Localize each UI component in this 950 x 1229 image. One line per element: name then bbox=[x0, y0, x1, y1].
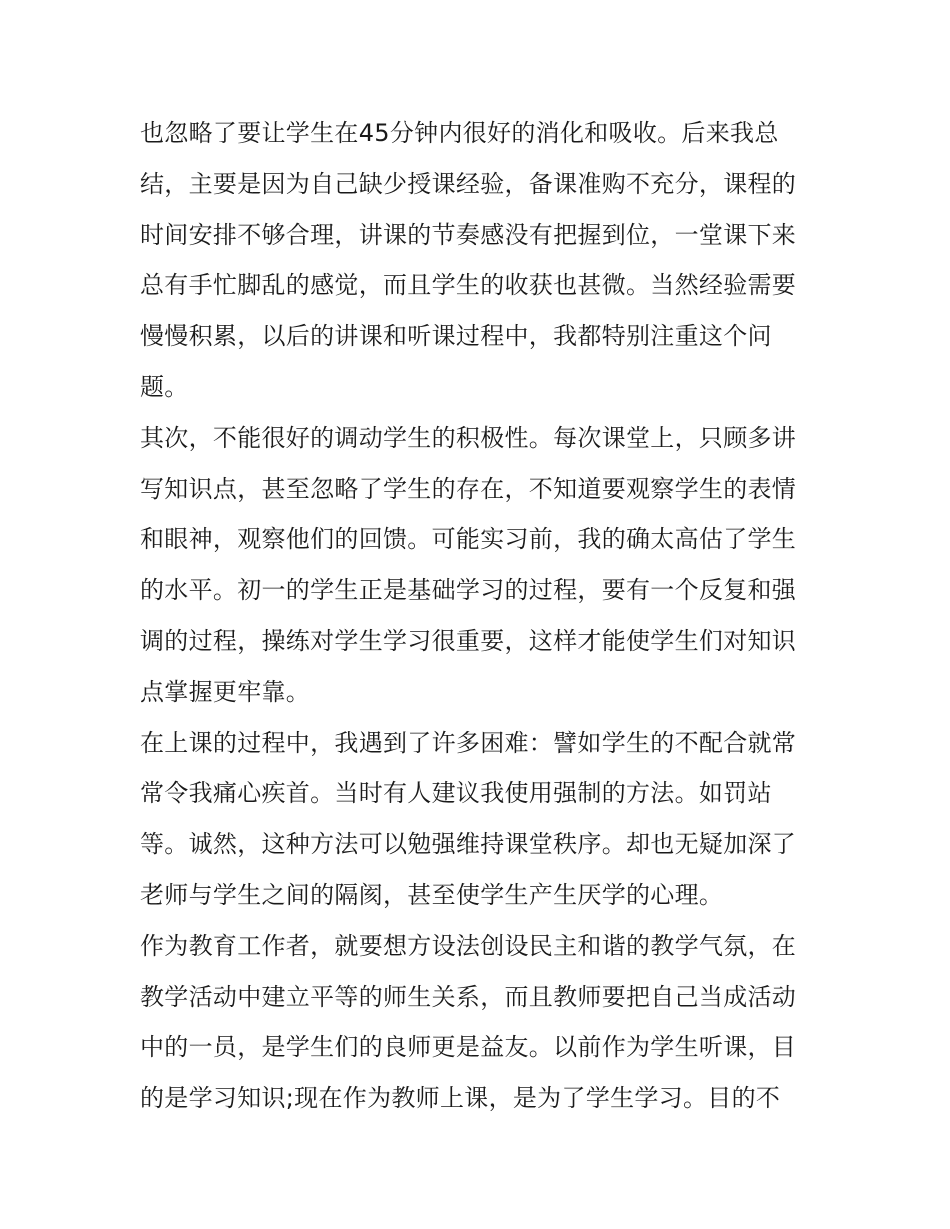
text-line: 常令我痛心疾首。当时有人建议我使用强制的方法。如罚站 bbox=[140, 779, 772, 808]
text-line: 点掌握更牢靠。 bbox=[140, 677, 311, 706]
text-line: 的是学习知识;现在作为教师上课，是为了学生学习。目的不 bbox=[140, 1084, 781, 1113]
text-line: 中的一员，是学生们的良师更是益友。以前作为学生听课，目 bbox=[140, 1033, 797, 1062]
text-line: 调的过程，操练对学生学习很重要，这样才能使学生们对知识 bbox=[140, 626, 797, 655]
text-line: 写知识点，甚至忽略了学生的存在，不知道要观察学生的表情 bbox=[140, 474, 797, 503]
text-line: 慢慢积累，以后的讲课和听课过程中，我都特别注重这个问 bbox=[140, 322, 772, 351]
text-line: 也忽略了要让学生在45分钟内很好的消化和吸收。后来我总 bbox=[140, 119, 779, 147]
text-line: 在上课的过程中，我遇到了许多困难：譬如学生的不配合就常 bbox=[140, 728, 797, 757]
text-line: 教学活动中建立平等的师生关系，而且教师要把自己当成活动 bbox=[140, 982, 797, 1011]
body-text bbox=[140, 108, 812, 1124]
text-line: 结，主要是因为自己缺少授课经验，备课准购不充分，课程的 bbox=[140, 169, 797, 198]
text-line: 时间安排不够合理，讲课的节奏感没有把握到位，一堂课下来 bbox=[140, 220, 797, 249]
text-line: 总有手忙脚乱的感觉，而且学生的收获也甚微。当然经验需要 bbox=[140, 271, 797, 300]
text-line: 题。 bbox=[140, 372, 189, 401]
text-line: 的水平。初一的学生正是基础学习的过程，要有一个反复和强 bbox=[140, 576, 797, 605]
text-line: 作为教育工作者，就要想方设法创设民主和谐的教学气氛，在 bbox=[140, 931, 797, 960]
text-line: 老师与学生之间的隔阂，甚至使学生产生厌学的心理。 bbox=[140, 880, 724, 909]
text-line: 其次，不能很好的调动学生的积极性。每次课堂上，只顾多讲 bbox=[140, 423, 797, 452]
text-line: 等。诚然，这种方法可以勉强维持课堂秩序。却也无疑加深了 bbox=[140, 830, 797, 859]
text-line: 和眼神，观察他们的回馈。可能实习前，我的确太高估了学生 bbox=[140, 525, 797, 554]
